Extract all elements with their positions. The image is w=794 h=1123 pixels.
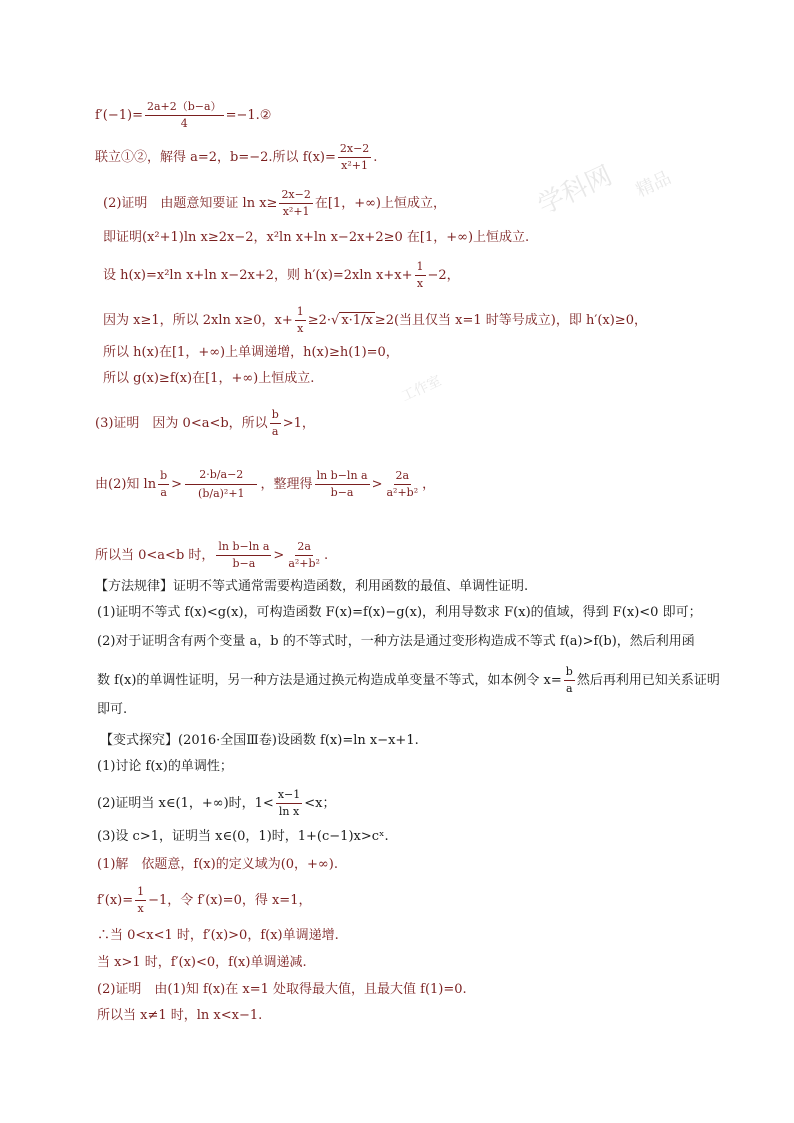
l15-b: 然后再利用已知关系证明 [576,673,720,688]
l19-a: (2)证明当 x∈(1，+∞)时，1< [97,796,274,811]
l2-frac [338,142,371,173]
l10-b: ，整理得 [260,477,313,492]
l10-bignum: 2·b/a−2 [185,468,257,485]
line-5 [103,260,460,291]
l10-bigfrac [184,468,259,501]
l11-frac [216,540,271,571]
l6-num: 1 [295,305,306,321]
l10-gt2: > [371,477,383,492]
l11-end: . [323,548,329,563]
l6-c: ≥2(当且仅当 x=1 时等号成立)，即 h′(x)≥0， [374,313,647,328]
l11-a: 所以当 0<a<b 时， [95,548,215,563]
l5-frac [415,260,426,291]
line-6 [103,305,647,336]
l10-num2: ln b−ln a [315,469,370,485]
l1-num: 2a+2（b−a） [145,100,224,116]
l10-den3: a²+b² [386,486,419,499]
l3-den: x²+1 [282,205,310,218]
l9-num: b [270,408,281,424]
line-9 [95,408,315,439]
l3-end: 在[1，+∞)上恒成立， [314,196,446,211]
l2-text: 联立①②，解得 a=2，b=−2.所以 f(x)= [95,150,336,165]
l22-den: x [137,902,144,915]
line-26: 所以当 x≠1 时，ln x<x−1. [97,1008,263,1023]
l3-frac [279,188,312,219]
l6-den: x [297,322,304,335]
l9-text: (3)证明 因为 0<a<b，所以 [95,416,268,431]
l1-lhs: f′(−1)= [95,108,143,123]
l15-frac [564,665,575,696]
line-3 [103,188,446,219]
l2-num: 2x−2 [338,142,371,158]
l11-den: b−a [232,557,256,570]
l1-frac [145,100,224,131]
line-20: (3)设 c>1，证明当 x∈(0，1)时，1+(c−1)x>cˣ. [97,829,389,844]
l6-frac [295,305,306,336]
l19-b: <x； [304,796,336,811]
l19-frac [276,788,302,819]
watermark-studio: 工作室 [399,372,444,406]
l3-text: (2)证明 由题意知要证 ln x≥ [103,196,278,211]
l11-den2: a²+b² [288,557,320,570]
l1-rhs: =−1.② [225,108,272,123]
line-21: (1)解 依题意，f(x)的定义域为(0，+∞). [97,857,338,872]
l10-den2: b−a [330,486,354,499]
l10-a: 由(2)知 ln [95,477,157,492]
l9-end: >1， [282,416,315,431]
l5-text: 设 h(x)=x²ln x+ln x−2x+2，则 h′(x)=2xln x+x+ [103,268,413,283]
l15-a: 数 f(x)的单调性证明，另一种方法是通过换元构造成单变量不等式，如本例令 x= [97,673,562,688]
l5-num: 1 [415,260,426,276]
line-8: 所以 g(x)≥f(x)在[1，+∞)上恒成立. [103,371,315,386]
l10-bigden: (b/a)²+1 [198,487,245,500]
line-4: 即证明(x²+1)ln x≥2x−2，x²ln x+ln x−2x+2≥0 在[1，+∞)上恒成立. [103,230,530,245]
line-13: (1)证明不等式 f(x)<g(x)，可构造函数 F(x)=f(x)−g(x)，利用导数求 F(x)的值域，得到 F(x)<0 即可； [97,605,702,620]
line-15 [97,665,720,696]
l19-den: ln x [278,805,300,818]
line-11 [95,540,328,571]
line-16: 即可. [97,702,128,717]
line-23: ∴当 0<x<1 时，f′(x)>0，f(x)单调递增. [97,928,339,943]
l6-b: ≥2· [307,313,332,328]
line-7: 所以 h(x)在[1，+∞)上单调递增，h(x)≥h(1)=0， [103,345,399,360]
l2-den: x²+1 [341,159,368,172]
l10-num: b [158,469,169,485]
l10-frac2 [315,469,370,500]
line-2 [95,142,377,173]
l11-num2: 2a [295,540,313,556]
l10-den: a [160,486,167,499]
l11-num: ln b−ln a [216,540,271,556]
l1-den: 4 [180,117,188,130]
l11-gt: > [273,548,285,563]
line-25: (2)证明 由(1)知 f(x)在 x=1 处取得最大值，且最大值 f(1)=0. [97,982,467,997]
l22-a: f′(x)= [97,893,134,908]
line-18: (1)讨论 f(x)的单调性； [97,759,233,774]
l22-b: −1，令 f′(x)=0，得 x=1， [148,893,312,908]
l5-den: x [416,277,424,290]
l10-frac-ba [158,469,169,500]
l5-end: −2， [427,268,460,283]
l10-end: ， [422,477,436,492]
l15-den: a [566,682,573,695]
watermark-tag: 精品 [632,167,675,202]
l9-den: a [271,425,279,438]
l22-frac [135,885,146,916]
l6-a: 因为 x≥1，所以 2xln x≥0，x+ [103,313,293,328]
line-10 [95,468,435,501]
l22-num: 1 [135,885,146,901]
line-17: 【变式探究】(2016·全国Ⅲ卷)设函数 f(x)=ln x−x+1. [100,733,419,748]
sqrt-symbol: √ [331,313,340,328]
watermark-site: 学科网 [533,160,617,221]
l6-sqrt: x·1/x [341,313,373,328]
line-22 [97,885,311,916]
l19-num: x−1 [276,788,302,804]
l9-frac [270,408,281,439]
line-12: 【方法规律】证明不等式通常需要构造函数，利用函数的最值、单调性证明. [95,579,529,594]
l11-frac2 [286,540,322,571]
l10-num3: 2a [394,469,412,485]
l15-num: b [564,665,575,681]
line-24: 当 x>1 时，f′(x)<0，f(x)单调递减. [97,955,307,970]
l2-end: . [373,150,378,165]
l3-num: 2x−2 [279,188,312,204]
l10-gt: > [171,477,183,492]
line-19 [97,788,335,819]
line-14: (2)对于证明含有两个变量 a，b 的不等式时，一种方法是通过变形构造成不等式 f(a)>f(b)，然后利用函 [97,634,695,649]
l10-frac3 [384,469,420,500]
line-1 [95,100,271,131]
